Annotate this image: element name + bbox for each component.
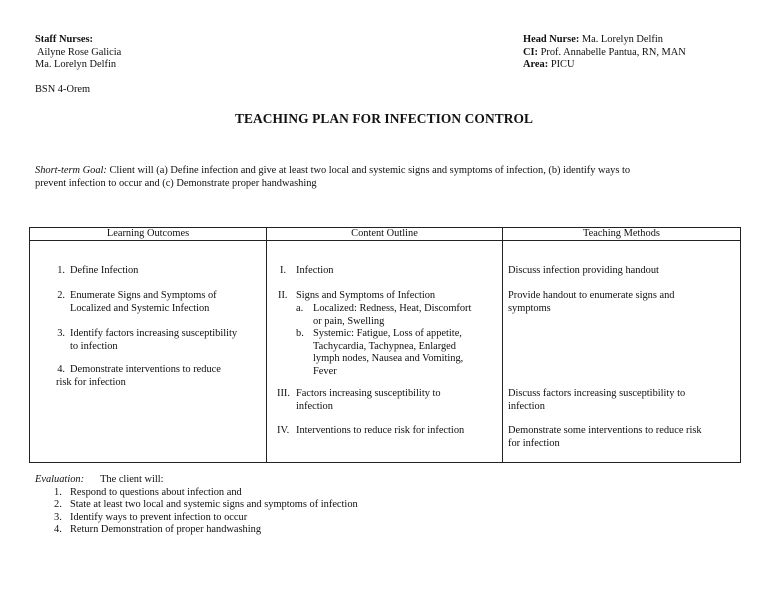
evaluation-label: Evaluation: [35, 474, 85, 485]
goal-line-1: Client will (a) Define infection and give at least two local and systemic signs and symptoms of infection, (b) identify ways to [109, 165, 631, 176]
section-label: BSN 4-Orem [35, 83, 91, 95]
header-teaching-methods: Teaching Methods [503, 228, 741, 241]
evaluation-section [35, 474, 358, 537]
content-outline-cell: I. Infection II. Signs and Symptoms of Infection a. Localized: Redness, Heat, Discomfort or pain, Swelling b. Systemic: Fatigue, Loss of appetite, Tachycardia, Tachypnea, Enlarged lymph nodes, Nausea and Vomiting, Fever III. Factors increasing susceptibility to infection IV. Interventions to reduce risk for infection [267, 241, 503, 463]
evaluation-item: 4. Return Demonstration of proper handwashing [54, 524, 262, 536]
teaching-plan-table [29, 227, 741, 463]
evaluation-item: 2. State at least two local and systemic signs and symptoms of infection [54, 499, 358, 511]
header-learning-outcomes: Learning Outcomes [30, 228, 267, 241]
learning-outcomes-cell: 1. Define Infection 2. Enumerate Signs and Symptoms of Localized and Systemic Infection 3. Identify factors increasing susceptibility to infection 4. Demonstrate interventions to reduce risk for infection [30, 241, 267, 463]
header-content-outline: Content Outline [267, 228, 503, 241]
staff-block [35, 34, 121, 96]
short-term-goal [35, 165, 740, 190]
ci-name: Prof. Annabelle Pantua, RN, MAN [540, 46, 686, 58]
area-value: PICU [550, 59, 575, 71]
evaluation-intro: The client will: [100, 474, 164, 485]
method-item: Discuss infection providing handout [508, 265, 659, 276]
evaluation-item: 3. Identify ways to prevent infection to occur [54, 511, 248, 523]
area-label: Area: [523, 59, 549, 71]
ci-label: CI: [523, 46, 539, 58]
head-nurse-label: Head Nurse: [523, 34, 580, 45]
method-item: Provide handout to enumerate signs and symptoms [508, 290, 675, 314]
page-title: TEACHING PLAN FOR INFECTION CONTROL [234, 111, 534, 126]
head-nurse-name: Ma. Lorelyn Delfin [581, 34, 663, 45]
method-item: Demonstrate some interventions to reduce risk for infection [508, 425, 702, 449]
goal-line-2: prevent infection to occur and (c) Demonstrate proper handwashing [35, 177, 317, 189]
staff-name-2: Ma. Lorelyn Delfin [35, 59, 117, 71]
teaching-methods-cell [503, 241, 741, 463]
method-item: Discuss factors increasing susceptibility to infection [508, 388, 686, 412]
supervisor-block [523, 34, 686, 72]
goal-label: Short-term Goal: [35, 165, 107, 176]
staff-label: Staff Nurses: [35, 34, 94, 45]
evaluation-item: 1. Respond to questions about infection and [54, 486, 242, 498]
staff-name-1: Ailyne Rose Galicia [37, 46, 122, 58]
